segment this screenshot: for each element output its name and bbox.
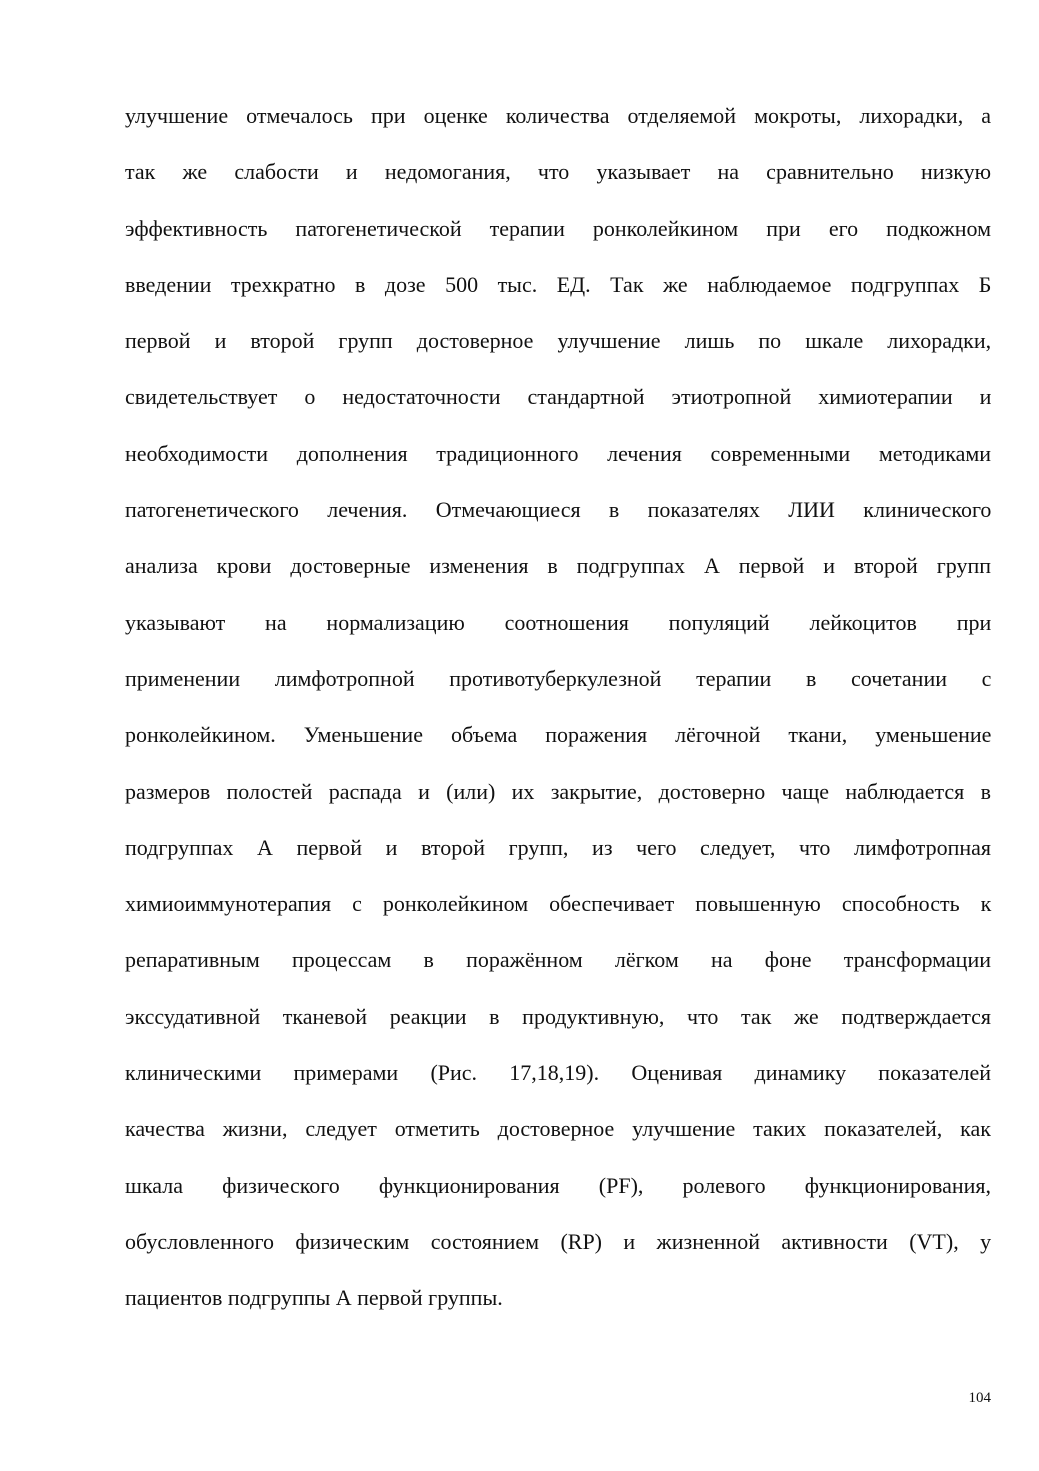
text-line: качества жизни, следует отметить достоверное улучшение таких показателей, как — [125, 1116, 991, 1142]
text-line: улучшение отмечалось при оценке количества отделяемой мокроты, лихорадки, а — [125, 103, 991, 128]
text-line: патогенетического лечения. Отмечающиеся в показателях ЛИИ клинического — [125, 497, 992, 523]
text-line: свидетельствует о недостаточности стандартной этиотропной химиотерапии и — [125, 384, 992, 410]
text-line: обусловленного физическим состоянием (RP) и жизненной активности (VT), у — [125, 1228, 992, 1254]
text-line-last: пациентов подгруппы А первой группы. — [125, 1285, 503, 1311]
text-line: так же слабости и недомогания, что указывает на сравнительно низкую — [125, 159, 992, 185]
text-line: химиоиммунотерапия с ронколейкином обеспечивает повышенную способность к — [125, 891, 992, 917]
text-line: эффективность патогенетической терапии ронколейкином при его подкожном — [125, 215, 991, 241]
text-line: первой и второй групп достоверное улучшение лишь по шкале лихорадки, — [125, 328, 992, 354]
text-line: ронколейкином. Уменьшение объема поражения лёгочной ткани, уменьшение — [125, 722, 992, 748]
text-line: необходимости дополнения традиционного лечения современными методиками — [125, 440, 992, 466]
text-line: размеров полостей распада и (или) их закрытие, достоверно чаще наблюдается в — [125, 778, 991, 804]
text-line: подгруппах А первой и второй групп, из чего следует, что лимфотропная — [125, 834, 991, 860]
text-line: клиническими примерами (Рис. 17,18,19). Оценивая динамику показателей — [125, 1060, 991, 1086]
text-line: репаративным процессам в поражённом лёгком на фоне трансформации — [125, 947, 991, 973]
page-number: 104 — [968, 1390, 991, 1406]
text-line: применении лимфотропной противотуберкулезной терапии в сочетании с — [125, 665, 992, 691]
text-line: указывают на нормализацию соотношения популяций лейкоцитов при — [125, 609, 992, 635]
text-line: шкала физического функционирования (PF), ролевого функционирования, — [125, 1172, 992, 1198]
text-line: введении трехкратно в дозе 500 тыс. ЕД. Так же наблюдаемое подгруппах Б — [125, 271, 992, 297]
body-paragraph — [125, 96, 991, 1335]
text-line: экссудативной тканевой реакции в продуктивную, что так же подтверждается — [125, 1003, 991, 1029]
text-line: анализа крови достоверные изменения в подгруппах А первой и второй групп — [125, 553, 991, 579]
